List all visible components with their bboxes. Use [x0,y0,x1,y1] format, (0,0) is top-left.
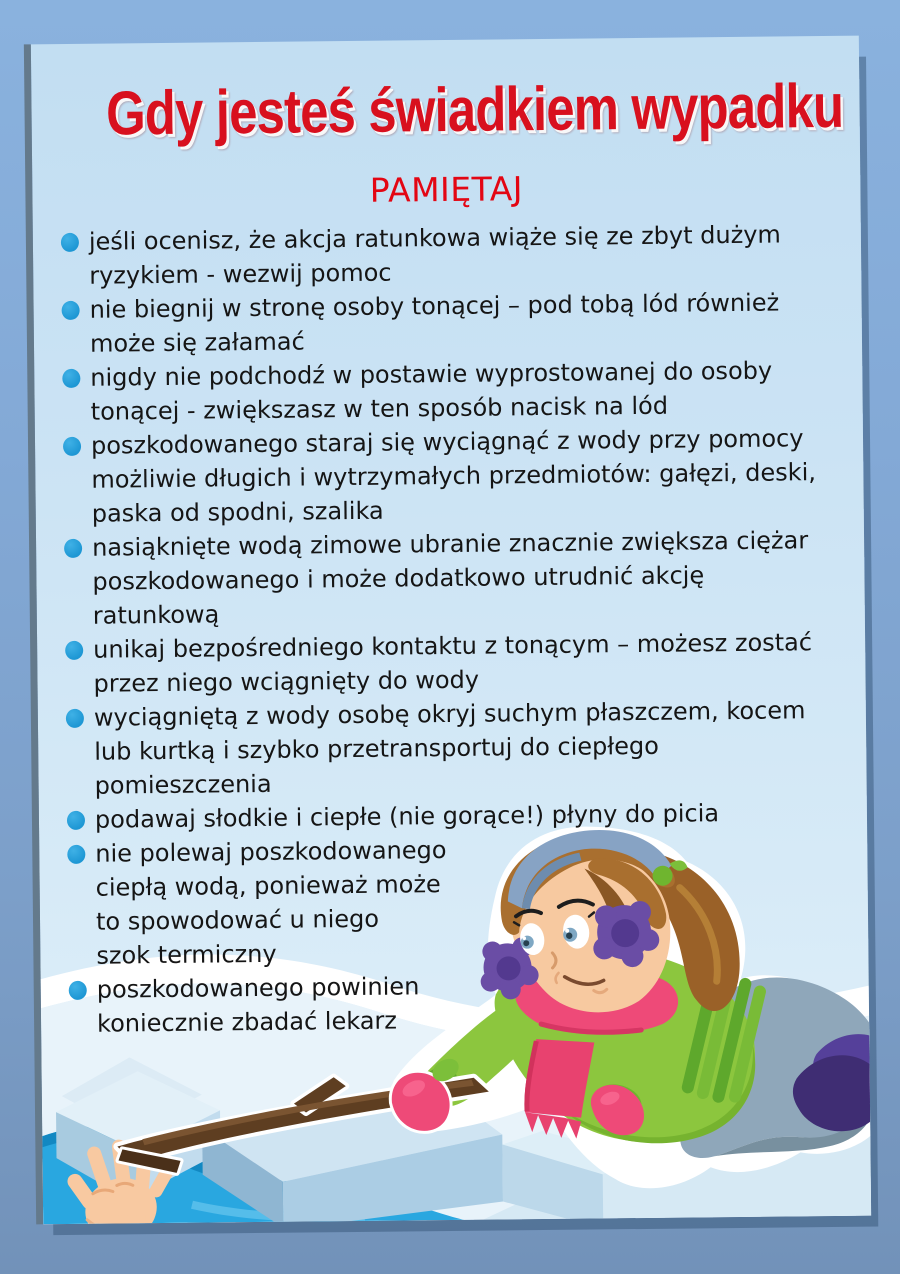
tip-text: nie polewaj poszkodowanego ciepłą wodą, ponieważ może to spowodować u niego szok termiczny [95,836,447,970]
list-item [69,965,860,1041]
list-item [61,217,852,293]
tip-text: poszkodowanego powinien koniecznie zbadać lekarz [96,972,420,1038]
bullet-icon [61,233,79,252]
list-item [64,523,855,633]
bullet-icon [69,981,87,1000]
bullet-icon [62,369,80,388]
list-item [66,693,857,803]
tip-text: nasiąknięte wodą zimowe ubranie znacznie zwiększa ciężar poszkodowanego i może dodatkowo utrudnić akcję ratunkową [91,526,809,630]
list-item [62,353,853,429]
bullet-icon [65,641,83,660]
list-item [63,421,854,531]
bullet-icon [66,709,84,728]
tip-text: wyciągniętą z wody osobę okryj suchym płaszczem, kocem lub kurtką i szybko przetransportuj do ciepłego pomieszczenia [93,696,806,800]
list-item [65,625,856,701]
tip-text: nigdy nie podchodź w postawie wyprostowanej do osoby tonącej - zwiększasz w ten sposób nacisk na lód [90,356,773,426]
safety-tips-list [33,217,869,1042]
page-title: Gdy jesteś świadkiem wypadku [105,71,844,149]
tip-text: jeśli ocenisz, że akcja ratunkowa wiąże się ze zbyt dużym ryzykiem - wezwij pomoc [88,220,781,290]
subtitle: PAMIĘTAJ [369,169,524,210]
tip-text: nie biegnij w stronę osoby tonącej – pod tobą lód również może się załamać [89,288,780,358]
bullet-icon [62,301,80,320]
bullet-icon [63,437,81,456]
bullet-icon [67,811,85,830]
tip-text: poszkodowanego staraj się wyciągnąć z wody przy pomocy możliwie długich i wytrzymałych przedmiotów: gałęzi, deski, paska od spodni, szalika [90,424,817,528]
poster-content [31,71,869,1042]
bullet-icon [67,845,85,864]
list-item [61,285,852,361]
list-item [67,829,858,973]
poster-panel [24,36,871,1225]
tip-text: podawaj słodkie i ciepłe (nie gorące!) płyny do picia [94,799,720,834]
bullet-icon [64,539,82,558]
tip-text: unikaj bezpośredniego kontaktu z tonącym – możesz zostać przez niego wciągnięty do wody [93,628,813,698]
